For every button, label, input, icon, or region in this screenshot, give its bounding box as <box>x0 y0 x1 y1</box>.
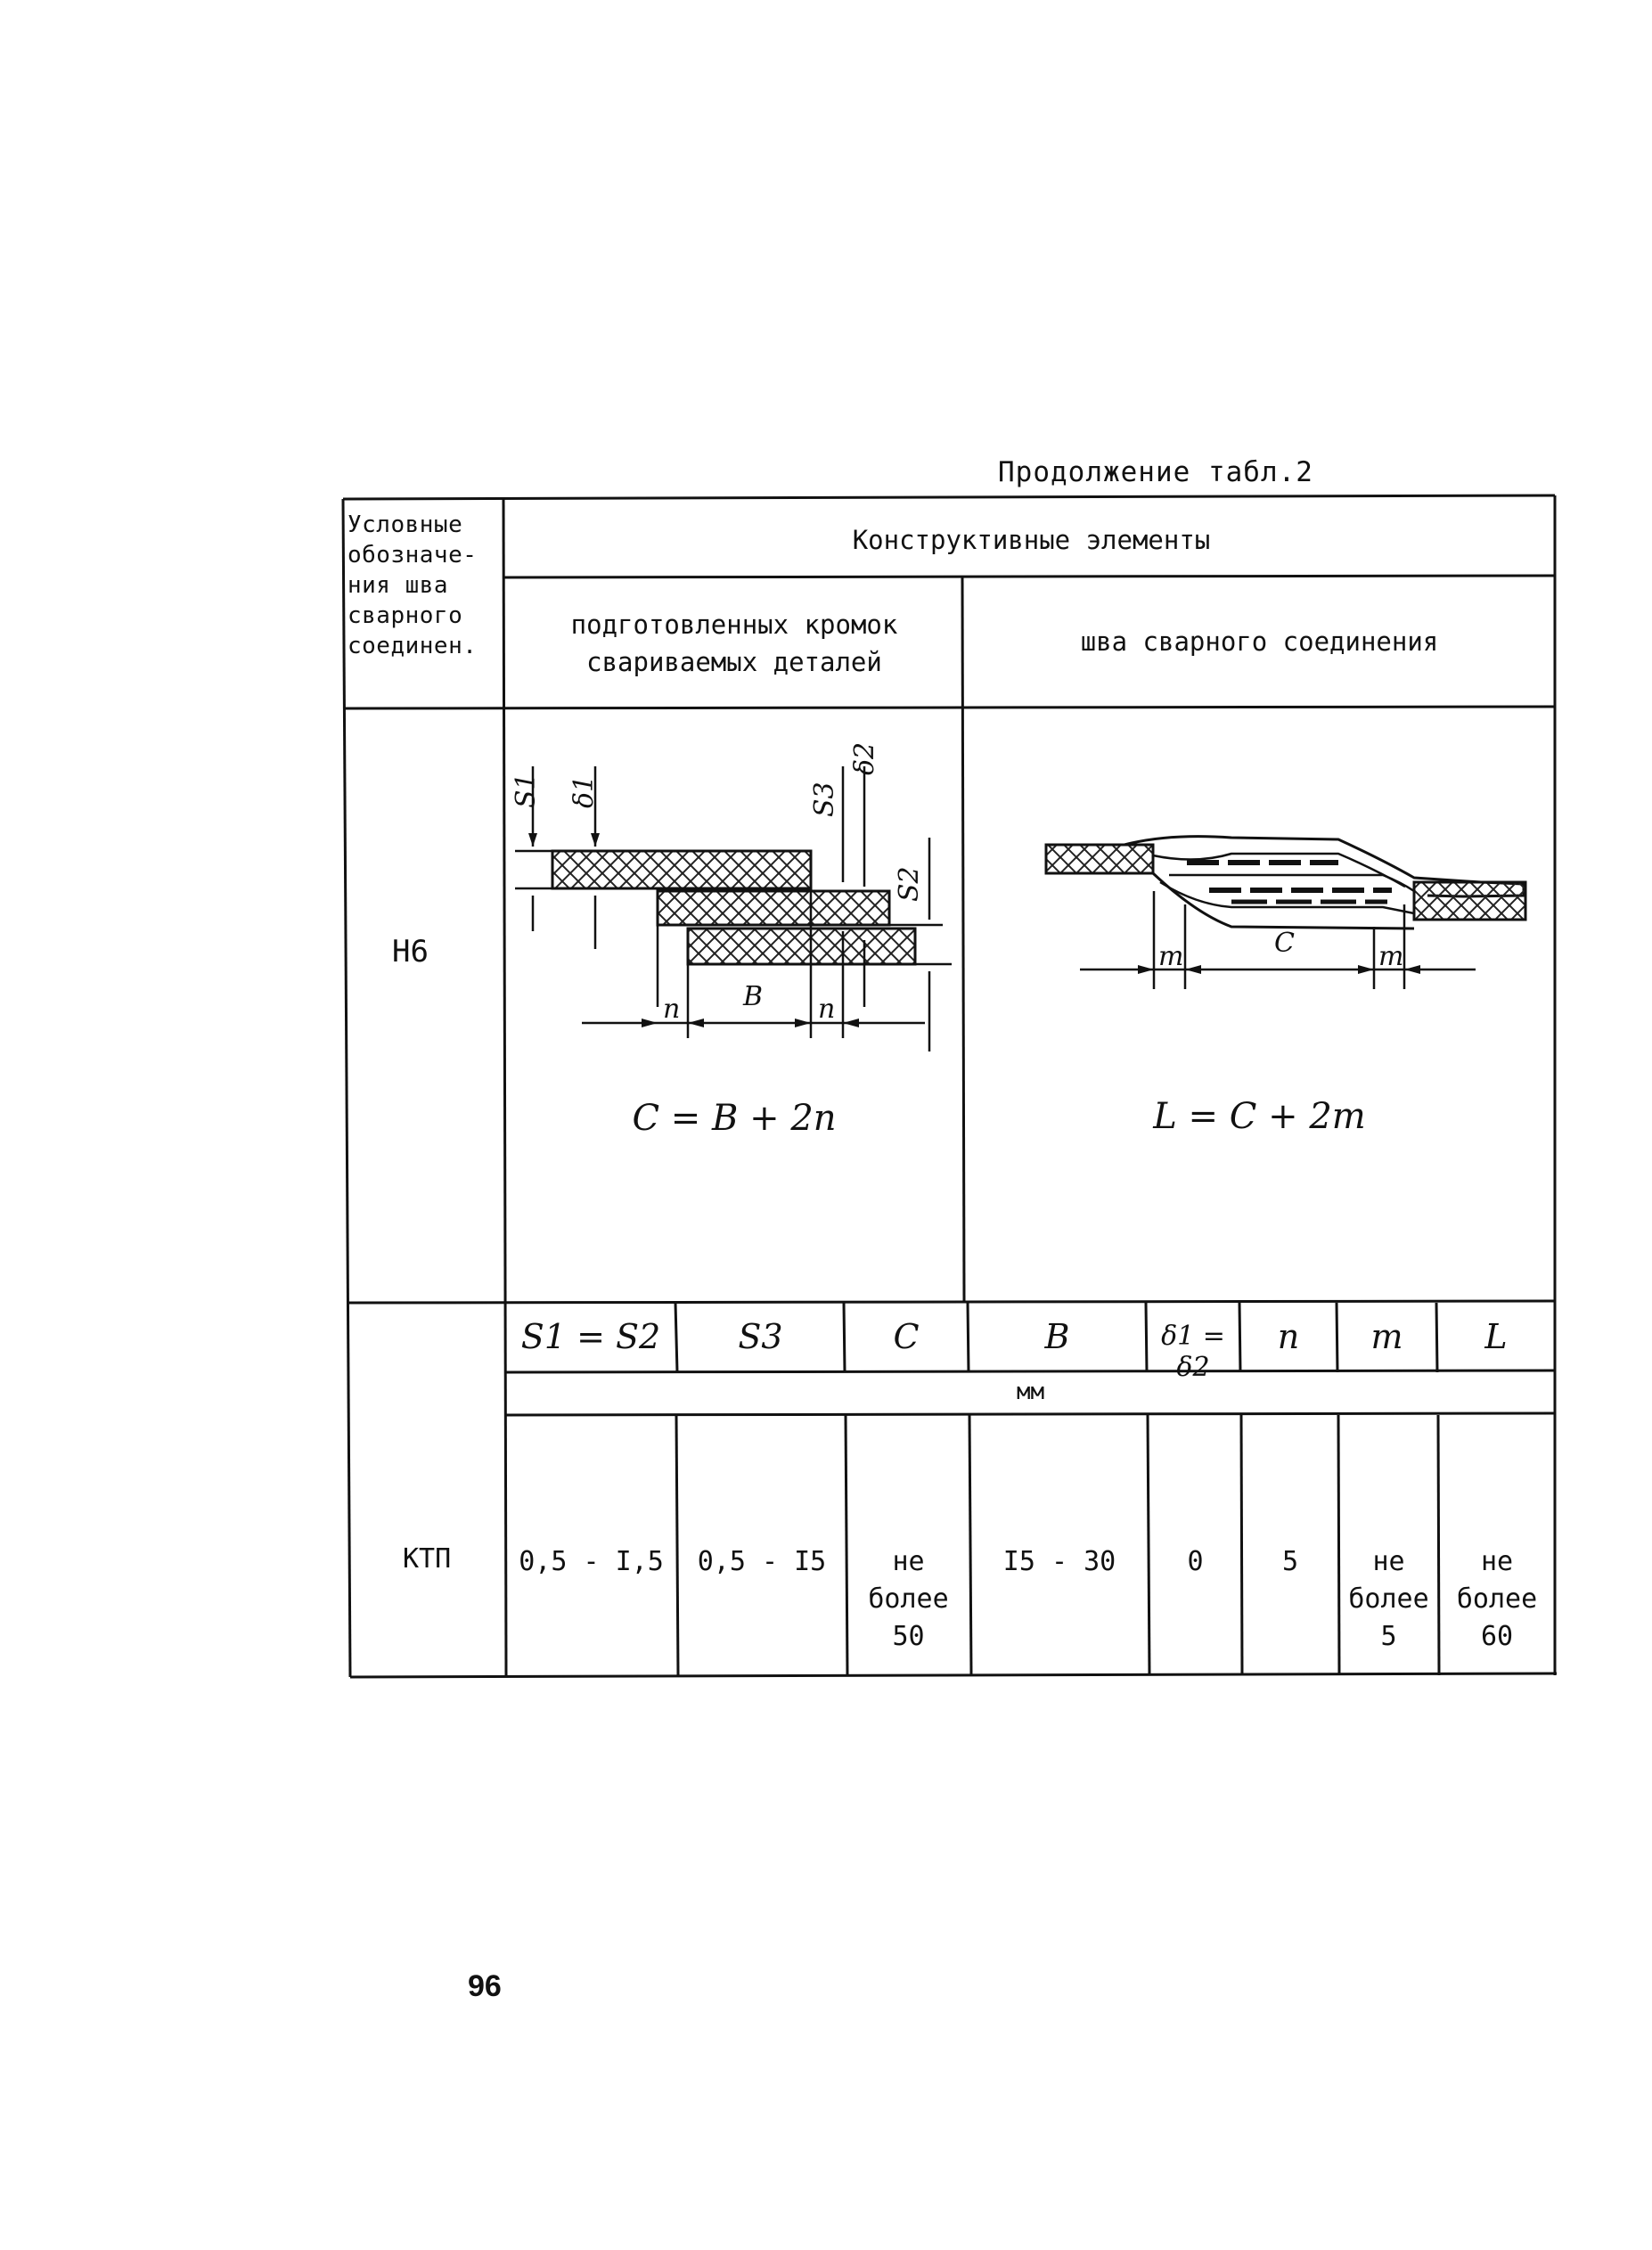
header-line: свариваемых деталей <box>586 647 882 677</box>
value-line: не <box>1372 1546 1405 1577</box>
value-m <box>1339 1543 1438 1656</box>
value-line: 0,5 - I5 <box>697 1546 827 1577</box>
value-line: более <box>1348 1583 1429 1615</box>
value-line: не <box>892 1546 925 1577</box>
table-caption: Продолжение табл.2 <box>998 456 1313 488</box>
header-line: Условные <box>348 511 463 538</box>
value-n <box>1242 1543 1338 1581</box>
value-c <box>847 1543 969 1656</box>
header-line: сварного <box>348 602 463 629</box>
symbol-n: n <box>1277 1317 1300 1356</box>
symbol-d1-d2: δ1 = δ2 <box>1161 1321 1225 1383</box>
value-line: 50 <box>892 1621 925 1652</box>
header-line: подготовленных кромок <box>570 610 898 640</box>
label-s1: S1 <box>511 773 542 808</box>
value-line: не <box>1480 1546 1514 1577</box>
value-line: более <box>868 1583 949 1615</box>
column-header-designation <box>348 510 501 661</box>
value-line: более <box>1456 1583 1538 1615</box>
symbol-s1-s2: S1 = S2 <box>520 1317 661 1356</box>
formula-l: L = C + 2m <box>1153 1096 1366 1137</box>
symbol-b: B <box>1044 1317 1070 1356</box>
label-m-left: m <box>1158 941 1184 972</box>
prepared-edges-drawing <box>506 713 962 1141</box>
label-s2: S2 <box>894 866 925 902</box>
header-line: соединен. <box>348 633 478 659</box>
value-line: 5 <box>1281 1546 1299 1577</box>
header-line: ния шва <box>348 572 449 599</box>
symbol-m: m <box>1370 1317 1403 1356</box>
symbol-c: C <box>893 1317 920 1356</box>
column-header-structural-elements: Конструктивные элементы <box>852 525 1211 555</box>
symbol-s3: S3 <box>738 1317 783 1356</box>
value-s1-s2 <box>506 1543 676 1581</box>
label-d1: δ1 <box>568 774 600 808</box>
value-line: I5 - 30 <box>1002 1546 1116 1577</box>
page-number: 96 <box>468 1969 502 2003</box>
formula-c: C = B + 2n <box>632 1098 837 1139</box>
label-n-left: n <box>663 994 681 1025</box>
value-d1-d2 <box>1149 1543 1241 1581</box>
label-s3: S3 <box>809 781 840 817</box>
header-line: обозначе- <box>348 542 478 569</box>
label-n-right: n <box>818 994 836 1025</box>
value-line: 0,5 - I,5 <box>519 1546 664 1577</box>
value-l <box>1439 1543 1555 1656</box>
value-line: 5 <box>1380 1621 1397 1652</box>
column-header-weld-seam: шва сварного соединения <box>1080 626 1439 657</box>
label-m-right: m <box>1378 941 1404 972</box>
symbol-l: L <box>1484 1317 1508 1356</box>
column-header-prepared-edges <box>506 606 962 681</box>
value-b <box>971 1543 1148 1581</box>
value-s3 <box>678 1543 846 1581</box>
label-c: C <box>1274 928 1295 959</box>
row-code: КТП <box>403 1543 452 1575</box>
label-d2: δ2 <box>849 741 880 775</box>
value-line: 0 <box>1187 1546 1204 1577</box>
weld-code: Н6 <box>392 934 429 970</box>
label-b: B <box>743 981 764 1012</box>
unit-label: мм <box>1016 1379 1045 1405</box>
value-line: 60 <box>1480 1621 1514 1652</box>
weld-seam-drawing <box>964 713 1555 1141</box>
